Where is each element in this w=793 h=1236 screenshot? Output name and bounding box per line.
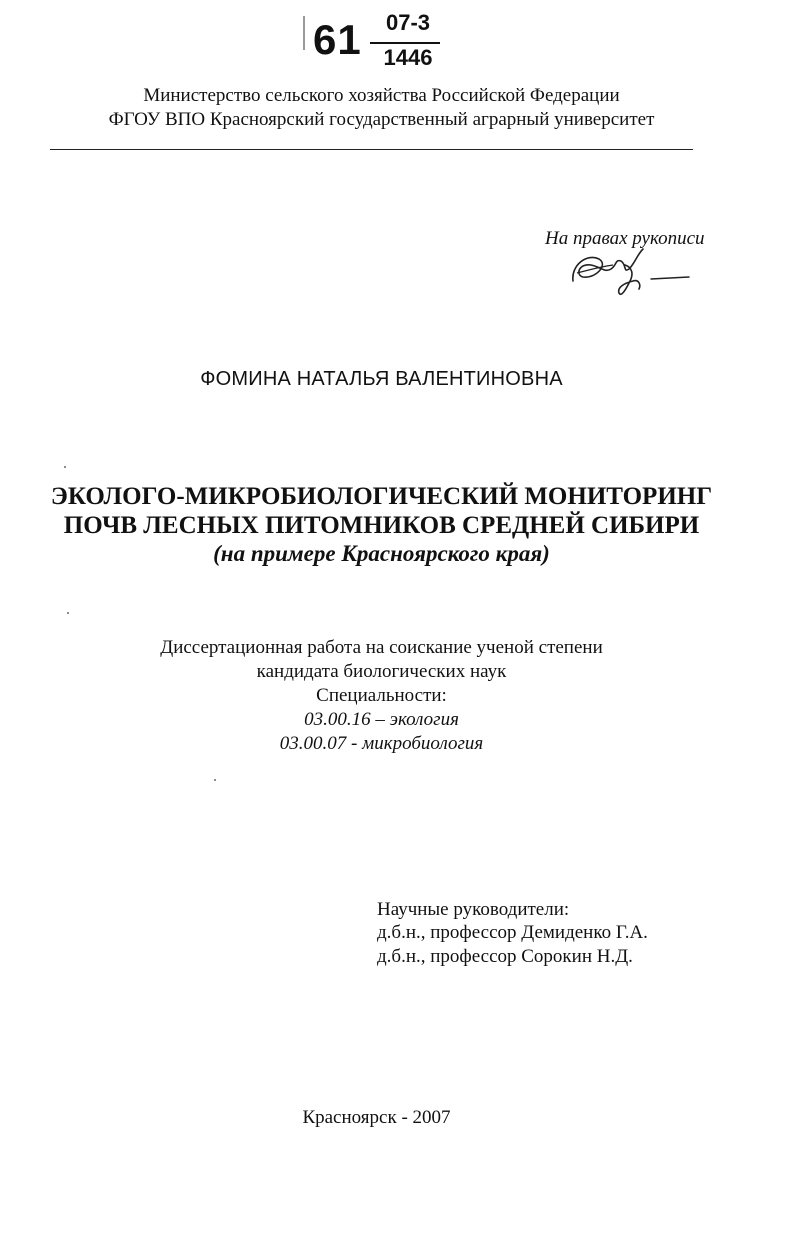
dissertation-line-1: Диссертационная работа на соискание ученой степени — [160, 637, 603, 658]
manuscript-rights: На правах рукописи — [545, 228, 705, 249]
advisor-2: д.б.н., профессор Сорокин Н.Д. — [377, 946, 633, 967]
specialty-microbiology: 03.00.07 - микробиология — [279, 733, 484, 754]
dissertation-line-2: кандидата биологических наук — [256, 661, 507, 682]
scan-speck — [67, 612, 69, 614]
scan-speck — [64, 466, 66, 468]
advisor-1: д.б.н., профессор Демиденко Г.А. — [377, 922, 648, 943]
university-name: ФГОУ ВПО Красноярский государственный аграрный университет — [108, 109, 655, 130]
title-subtitle: (на примере Красноярского края) — [213, 541, 550, 566]
specialty-ecology: 03.00.16 – экология — [304, 709, 459, 730]
author-name: ФОМИНА НАТАЛЬЯ ВАЛЕНТИНОВНА — [200, 368, 563, 390]
catalog-code-denominator: 1446 — [383, 45, 433, 70]
specialties-label: Специальности: — [316, 685, 447, 706]
catalog-code-fraction-bar — [370, 42, 440, 44]
title-line-2: ПОЧВ ЛЕСНЫХ ПИТОМНИКОВ СРЕДНЕЙ СИБИРИ — [63, 512, 700, 539]
handwritten-signature — [565, 243, 695, 301]
header-divider — [50, 149, 693, 150]
title-line-1: ЭКОЛОГО-МИКРОБИОЛОГИЧЕСКИЙ МОНИТОРИНГ — [50, 483, 713, 510]
catalog-code-numerator: 07-3 — [385, 10, 431, 35]
city-year: Красноярск - 2007 — [302, 1107, 451, 1128]
catalog-code-mark — [303, 16, 305, 50]
catalog-code-main: 61 — [313, 16, 362, 63]
ministry-name: Министерство сельского хозяйства Российской Федерации — [143, 85, 620, 106]
scan-speck — [214, 779, 216, 781]
advisors-label: Научные руководители: — [377, 899, 570, 920]
